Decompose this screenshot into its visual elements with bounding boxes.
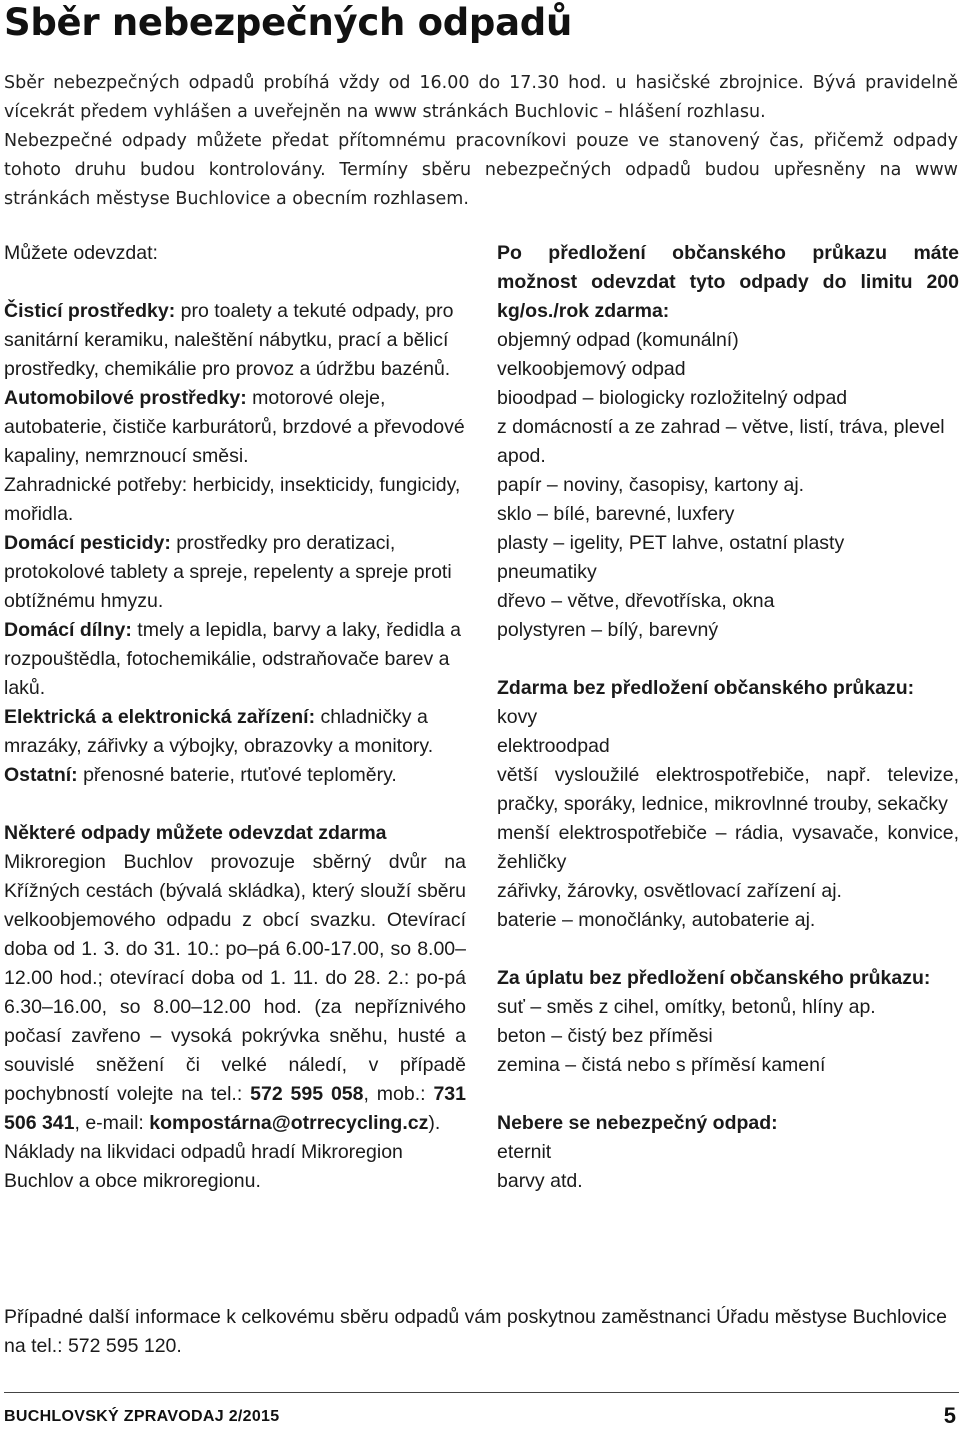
free-heading: Některé odpady můžete odevzdat zdarma xyxy=(4,822,387,844)
hazard-item-text: přenosné baterie, rtuťové teploměry. xyxy=(77,764,397,786)
email-address: kompostárna@otrrecycling.cz xyxy=(149,1112,429,1134)
intro-paragraph-1: Sběr nebezpečných odpadů probíhá vždy od 16.00 do 17.30 hod. u hasičské zbrojnice. Bývá pravidelně vícekrát předem vyhlášen a uveřejněn na www stránkách Buchlovic – hlášení rozhlasu. xyxy=(4,73,958,122)
list-item: polystyren – bílý, barevný xyxy=(497,619,719,641)
free-no-id-heading: Zdarma bez předložení občanského průkazu: xyxy=(497,677,915,699)
phone-number: 572 595 058 xyxy=(250,1083,364,1105)
footer-divider xyxy=(4,1392,959,1393)
hazard-item-label: Domácí pesticidy: xyxy=(4,532,171,554)
hazard-item-text: chladničky a mrazáky, zářivky a výbojky, obrazovky a monitory. xyxy=(4,706,434,757)
list-item: eternit xyxy=(497,1141,552,1163)
list-item: zemina – čistá nebo s příměsí kamení xyxy=(497,1054,826,1076)
list-item: papír – noviny, časopisy, kartony aj. xyxy=(497,474,805,496)
hazard-item-text: motorové oleje, autobaterie, čističe karburátorů, brzdové a převodové kapaliny, nemrznoucí směsi. xyxy=(4,387,465,467)
intro-paragraph-2: Nebezpečné odpady můžete předat přítomnému pracovníkovi pouze ve stanovený čas, přičemž odpady tohoto druhu budou kontrolovány. Termíny sběru nebezpečných odpadů budou upřesněny na www stránkách městyse Buchlovice a obecním rozhlasem. xyxy=(4,131,958,209)
publication-name: BUCHLOVSKÝ ZPRAVODAJ 2/2015 xyxy=(4,1408,280,1425)
cost-note: Náklady na likvidaci odpadů hradí Mikroregion Buchlov a obce mikroregionu. xyxy=(4,1141,403,1192)
after-email: ). xyxy=(428,1112,441,1134)
hazard-item-garden xyxy=(4,471,466,529)
list-item: větší vysloužilé elektrospotřebiče, např. televize, pračky, sporáky, lednice, mikrovlnné trouby, sekačky xyxy=(497,764,959,815)
hazard-item-label: Čisticí prostředky: xyxy=(4,300,176,322)
list-item: bioodpad – biologicky rozložitelný odpad xyxy=(497,387,848,409)
hazard-item-pesticides xyxy=(4,529,466,616)
list-item: suť – směs z cihel, omítky, betonů, hlíny ap. xyxy=(497,996,876,1018)
list-item: sklo – bílé, barevné, luxfery xyxy=(497,503,735,525)
list-item: plasty – igelity, PET lahve, ostatní plasty xyxy=(497,532,845,554)
list-item: objemný odpad (komunální) xyxy=(497,329,739,351)
paid-heading: Za úplatu bez předložení občanského průkazu: xyxy=(497,967,931,989)
mobile-number: 731 506 341 xyxy=(4,1083,466,1134)
list-item: kovy xyxy=(497,706,538,728)
list-item: beton – čistý bez příměsi xyxy=(497,1025,713,1047)
mob-label: , mob.: xyxy=(363,1083,434,1105)
list-item: barvy atd. xyxy=(497,1170,583,1192)
hazard-item-automotive xyxy=(4,384,466,471)
left-heading: Můžete odevzdat: xyxy=(4,242,158,264)
hazard-item-other xyxy=(4,761,466,790)
hazard-item-label: Ostatní: xyxy=(4,764,78,786)
hazard-item-text: prostředky pro deratizaci, protokolové tablety a spreje, repelenty a spreje proti obtížnému hmyzu. xyxy=(4,532,452,612)
free-text: Mikroregion Buchlov provozuje sběrný dvůr na Křížných cestách (bývalá skládka), který slouží sběru velkoobjemového odpadu z obcí svazku. Otevírací doba od 1. 3. do 31. 10.: po–pá 6.00-17.00, so 8.00–12.00 hod.; otevírací doba od 1. 11. do 28. 2.: po-pá 6.30–16.00, so 8.00–12.00 hod. (za nepříznivého počasí zavřeno – vysoká pokrývka sněhu, husté a souvislé sněžení či velké náledí, v případě pochybností volejte na tel.: xyxy=(4,851,466,1105)
right-column xyxy=(497,239,959,1196)
left-column xyxy=(4,239,466,1196)
hazard-item-workshop xyxy=(4,616,466,703)
hazard-item-label: Automobilové prostředky: xyxy=(4,387,247,409)
list-item: dřevo – větve, dřevotříska, okna xyxy=(497,590,775,612)
contact-info: Případné další informace k celkovému sběru odpadů vám poskytnou zaměstnanci Úřadu městyse Buchlovice na tel.: 572 595 120. xyxy=(4,1306,947,1357)
hazard-item-text: tmely a lepidla, barvy a laky, ředidla a rozpouštědla, fotochemikálie, odstraňovače barev a laků. xyxy=(4,619,461,699)
hazard-item-text: Zahradnické potřeby: herbicidy, insekticidy, fungicidy, mořidla. xyxy=(4,474,461,525)
hazard-item-text: pro toalety a tekuté odpady, pro sanitární keramiku, naleštění nábytku, prací a bělicí prostředky, chemikálie pro provoz a údržbu bazénů. xyxy=(4,300,454,380)
list-item: pneumatiky xyxy=(497,561,597,583)
list-item: elektroodpad xyxy=(497,735,610,757)
page-number: 5 xyxy=(943,1403,956,1428)
free-paragraph xyxy=(4,848,466,1138)
page-title: Sběr nebezpečných odpadů xyxy=(4,1,573,44)
list-item: z domácností a ze zahrad – větve, listí, tráva, plevel apod. xyxy=(497,416,945,467)
list-item: velkoobjemový odpad xyxy=(497,358,686,380)
hazard-item-electronics xyxy=(4,703,466,761)
list-item: menší elektrospotřebiče – rádia, vysavače, konvice, žehličky xyxy=(497,822,959,873)
hazard-item-label: Elektrická a elektronická zařízení: xyxy=(4,706,316,728)
hazard-item-cleaning xyxy=(4,297,466,384)
not-accepted-heading: Nebere se nebezpečný odpad: xyxy=(497,1112,778,1134)
id-card-heading: Po předložení občanského průkazu máte možnost odevzdat tyto odpady do limitu 200 kg/os./rok zdarma: xyxy=(497,242,959,322)
hazard-item-label: Domácí dílny: xyxy=(4,619,132,641)
intro-section xyxy=(4,69,958,214)
email-label: , e-mail: xyxy=(74,1112,150,1134)
list-item: zářivky, žárovky, osvětlovací zařízení aj. xyxy=(497,880,842,902)
list-item: baterie – monočlánky, autobaterie aj. xyxy=(497,909,816,931)
